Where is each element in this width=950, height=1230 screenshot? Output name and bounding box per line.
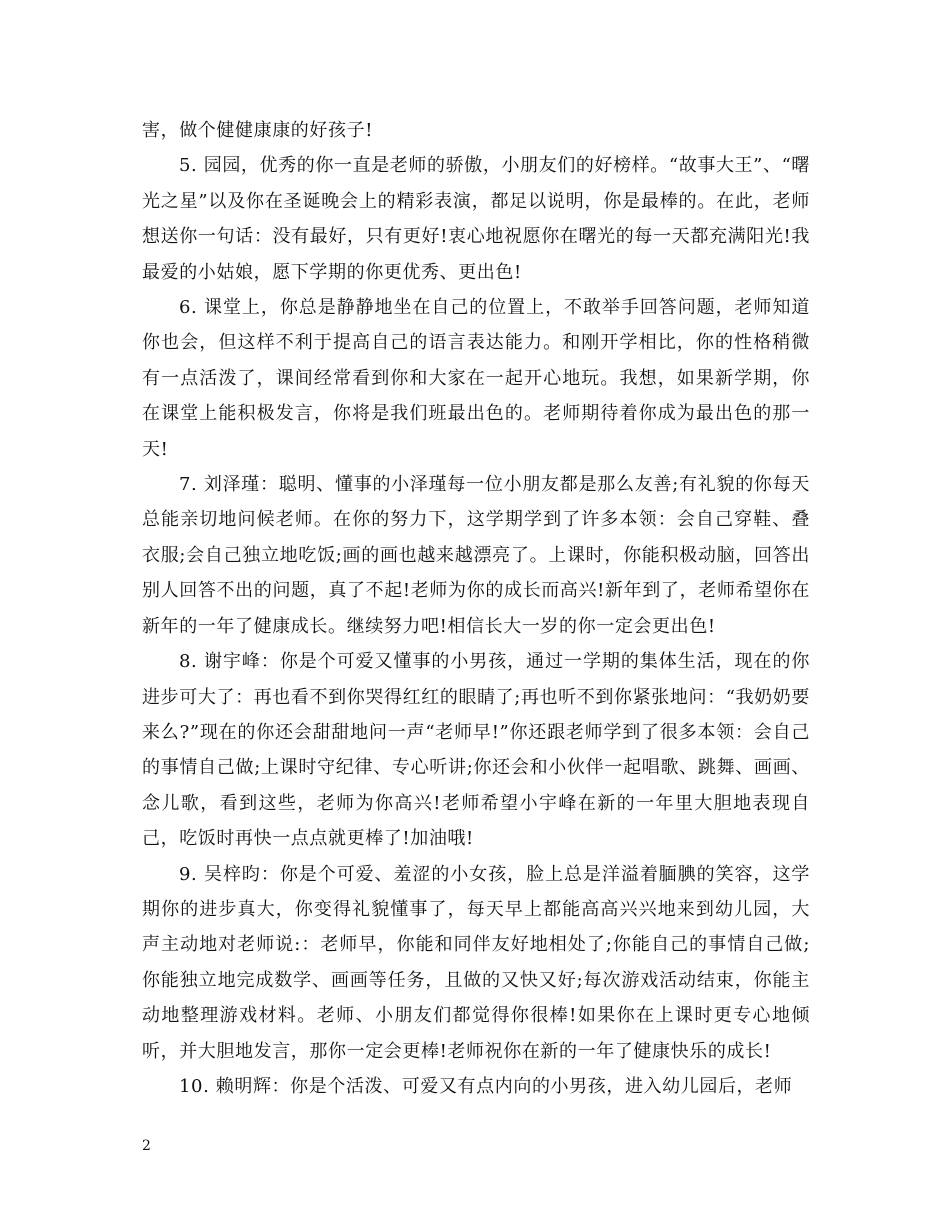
page-number: 2 [142, 1138, 151, 1154]
paragraph-6: 6. 课堂上，你总是静静地坐在自己的位置上，不敢举手回答问题，老师知道你也会，但这样不利于提高自己的语言表达能力。和刚开学相比，你的性格稍微有一点活泼了，课间经常看到你和大家在一起开心地玩。我想，如果新学期，你在课堂上能积极发言，你将是我们班最出色的。老师期待着你成为最出色的那一天! [142, 297, 810, 460]
paragraph-8: 8. 谢宇峰：你是个可爱又懂事的小男孩，通过一学期的集体生活，现在的你进步可大了：再也看不到你哭得红红的眼睛了;再也听不到你紧张地问：“我奶奶要来么?”现在的你还会甜甜地问一声“老师早!”你还跟老师学到了很多本领：会自己的事情自己做;上课时守纪律、专心听讲;你还会和小伙伴一起唱歌、跳舞、画画、念儿歌，看到这些，老师为你高兴!老师希望小宇峰在新的一年里大胆地表现自己，吃饭时再快一点点就更棒了!加油哦! [142, 651, 810, 850]
paragraph-continuation: 害，做个健健康康的好孩子! [142, 120, 374, 141]
paragraph-5: 5. 园园，优秀的你一直是老师的骄傲，小朋友们的好榜样。“故事大王”、“曙光之星”以及你在圣诞晚会上的精彩表演，都足以说明，你是最棒的。在此，老师想送你一句话：没有最好，只有更好!衷心地祝愿你在曙光的每一天都充满阳光!我最爱的小姑娘，愿下学期的你更优秀、更出色! [142, 155, 810, 283]
paragraph-7: 7. 刘泽瑾：聪明、懂事的小泽瑾每一位小朋友都是那么友善;有礼貌的你每天总能亲切地问候老师。在你的努力下，这学期学到了许多本领：会自己穿鞋、叠衣服;会自己独立地吃饭;画的画也越来越漂亮了。上课时，你能积极动脑，回答出别人回答不出的问题，真了不起!老师为你的成长而高兴!新年到了，老师希望你在新年的一年了健康成长。继续努力吧!相信长大一岁的你一定会更出色! [142, 474, 810, 637]
paragraph-10: 10. 赖明辉：你是个活泼、可爱又有点内向的小男孩，进入幼儿园后，老师 [179, 1075, 793, 1097]
document-body [142, 113, 810, 1104]
paragraph-9: 9. 吴梓昀：你是个可爱、羞涩的小女孩，脸上总是洋溢着腼腆的笑容，这学期你的进步真大，你变得礼貌懂事了，每天早上都能高高兴兴地来到幼儿园，大声主动地对老师说:：老师早，你能和同伴友好地相处了;你能自己的事情自己做;你能独立地完成数学、画画等任务，且做的又快又好;每次游戏活动结束，你能主动地整理游戏材料。老师、小朋友们都觉得你很棒!如果你在上课时更专心地倾听，并大胆地发言，那你一定会更棒!老师祝你在新的一年了健康快乐的成长! [142, 863, 810, 1062]
